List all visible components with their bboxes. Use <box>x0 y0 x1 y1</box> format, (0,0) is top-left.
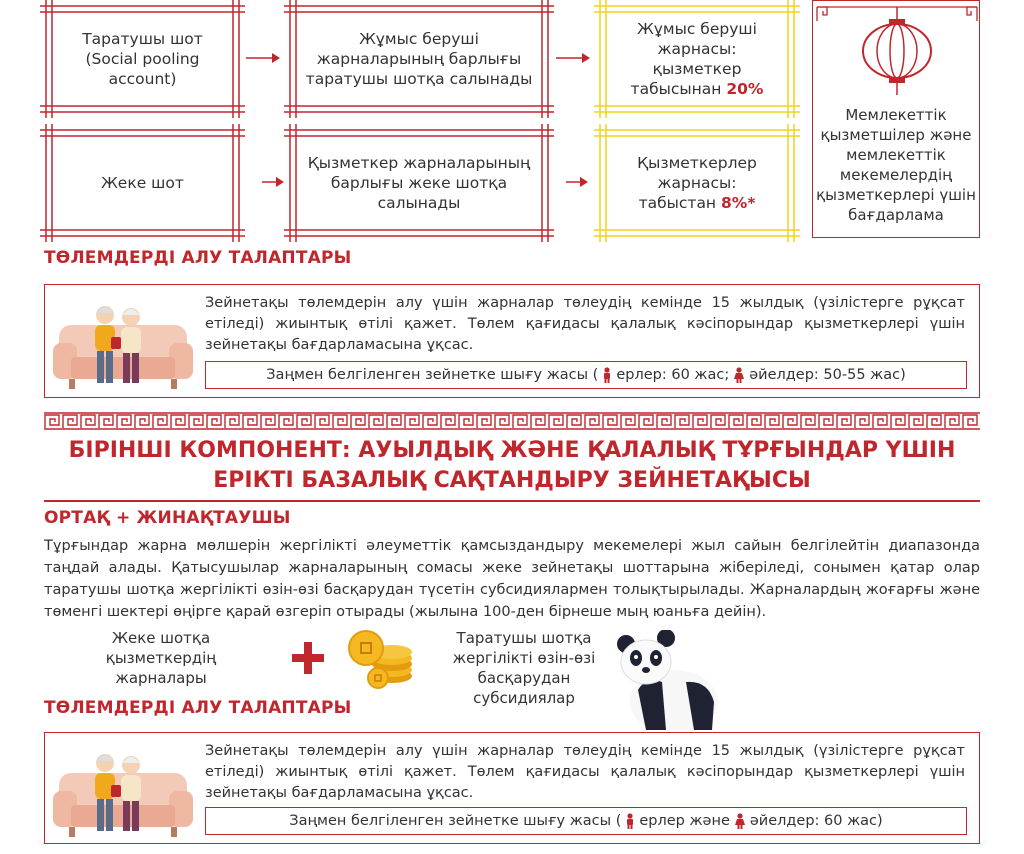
component-title <box>44 436 980 496</box>
component-title-line1: БІРІНШІ КОМПОНЕНТ: АУЫЛДЫҚ ЖӘНЕ ҚАЛАЛЫҚ ТҰРҒЫНДАР ҮШІН <box>68 438 956 463</box>
flow-box-social-pooling <box>40 0 245 118</box>
flow-box-text: Жеке шот <box>101 174 184 192</box>
chinese-lantern-icon <box>813 1 981 101</box>
arrow-icon <box>262 176 286 188</box>
flow-box-employer-contributions <box>284 0 554 118</box>
component-subheading: ОРТАҚ + ЖИНАҚТАУШЫ <box>44 508 291 528</box>
greek-key-divider <box>44 412 980 430</box>
section-heading: ТӨЛЕМДЕРДІ АЛУ ТАЛАПТАРЫ <box>44 698 352 718</box>
rate-highlight: 8%* <box>721 194 756 212</box>
elderly-couple-illustration <box>53 295 193 393</box>
panda-illustration <box>616 630 724 730</box>
flow-box-employer-rate <box>594 0 800 118</box>
arrow-icon <box>246 52 282 64</box>
divider <box>44 500 980 502</box>
woman-icon <box>734 813 746 829</box>
flow-box-text: Жұмыс беруші жарнасы: қызметкер табысынан <box>630 20 757 98</box>
flow-box-employee-rate <box>594 124 800 242</box>
side-box-text: Мемлекеттік қызметшілер және мемлекеттік мекемелердің қызметкерлері үшін бағдарлама <box>816 106 976 224</box>
age-prefix: Заңмен белгіленген зейнетке шығу жасы ( <box>266 367 599 383</box>
coins-icon <box>346 626 416 690</box>
pooling-account-label: Таратушы шотқа жергілікті өзін-өзі басқарудан субсидиялар <box>452 629 596 707</box>
flow-box-text: Таратушы шот (Social pooling account) <box>82 30 203 88</box>
age-women: әйелдер: 60 жас) <box>749 813 883 829</box>
component-description: Тұрғындар жарна мөлшерін жергілікті әлеуметтік қамсыздандыру мекемелері жыл сайын белгілейтін диапазонда таңдай алады. Қатысушылар жарналарының сомасы жеке зейнетақы шоттарына жіберіледі, сонымен қатар олар таратушы шотқа жергілікті өзін-өзі басқарудан түсетін субсидиялармен толықтырылады. Жарналардың жоғарғы және төменгі шектері өңірге қарай өзгеріп отырады (жылына 100-ден бірнеше мың юаньға дейін). <box>44 538 980 620</box>
arrow-icon <box>566 176 590 188</box>
man-icon <box>602 367 612 383</box>
retirement-age-box <box>205 361 967 389</box>
age-prefix: Заңмен белгіленген зейнетке шығу жасы ( <box>289 813 622 829</box>
personal-account-label: Жеке шотқа қызметкердің жарналары <box>105 629 217 687</box>
elderly-couple-illustration <box>53 743 193 841</box>
age-women: әйелдер: 50-55 жас) <box>749 367 906 383</box>
civil-servants-program-box <box>812 0 980 238</box>
requirements-box <box>44 732 980 844</box>
arrow-icon <box>556 52 592 64</box>
flow-box-personal-account <box>40 124 245 242</box>
component-title-line2: ЕРІКТІ БАЗАЛЫҚ САҚТАНДЫРУ ЗЕЙНЕТАҚЫСЫ <box>213 468 811 493</box>
flow-box-employee-contributions <box>284 124 554 242</box>
section-heading: ТӨЛЕМДЕРДІ АЛУ ТАЛАПТАРЫ <box>44 248 352 268</box>
flow-box-text: Жұмыс беруші жарналарының барлығы таратушы шотқа салынады <box>305 30 533 88</box>
requirements-text: Зейнетақы төлемдерін алу үшін жарналар төлеудің кемінде 15 жылдық (үзілістерге рұқсат етіледі) жиынтық өтілі қажет. Төлем қағидасы қалалық кәсіпорындар қызметкерлері үшін зейнетақы бағдарламасына ұқсас. <box>205 295 965 353</box>
age-men: ерлер және <box>639 813 730 829</box>
flow-box-text: Қызметкер жарналарының барлығы жеке шотқа салынады <box>307 154 531 212</box>
flow-box-text: Қызметкерлер жарнасы: табыстан <box>637 154 757 212</box>
requirements-box <box>44 284 980 398</box>
retirement-age-box <box>205 807 967 835</box>
plus-icon <box>290 640 326 676</box>
man-icon <box>625 813 635 829</box>
requirements-text: Зейнетақы төлемдерін алу үшін жарналар төлеудің кемінде 15 жылдық (үзілістерге рұқсат етіледі) жиынтық өтілі қажет. Төлем қағидасы қалалық кәсіпорындар қызметкерлері үшін зейнетақы бағдарламасына ұқсас. <box>205 743 965 801</box>
rate-highlight: 20% <box>726 80 764 98</box>
age-men: ерлер: 60 жас; <box>616 367 730 383</box>
woman-icon <box>733 367 745 383</box>
